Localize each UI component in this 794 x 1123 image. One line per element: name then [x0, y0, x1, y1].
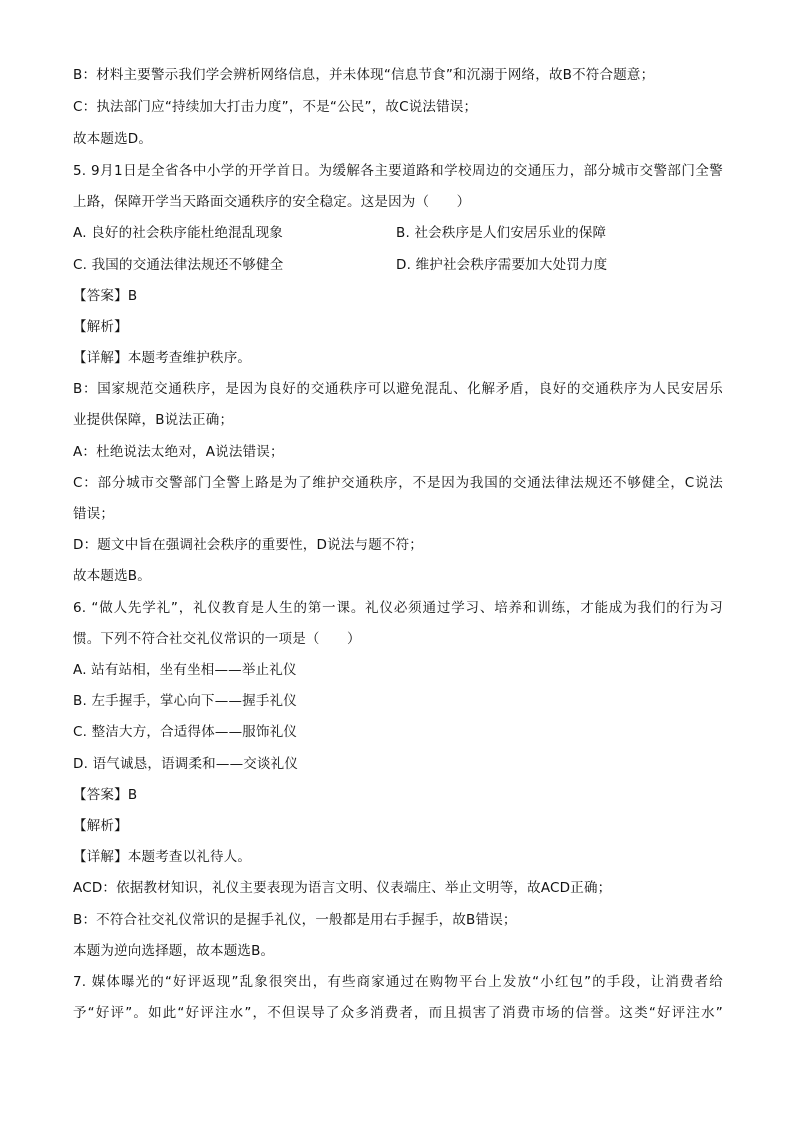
text-line: ACD：依据教材知识，礼仪主要表现为语言文明、仪表端庄、举止文明等，故ACD正确；: [73, 880, 612, 896]
analysis-label-line: [73, 318, 128, 336]
detail-label: 【 详解 】: [73, 350, 128, 366]
detail-label: 【 详解 】: [73, 849, 128, 865]
question-5-stem-cont: 上路，保障开学当天路面交通秩序的安全稳定。这是因为（ ）: [73, 194, 471, 210]
q5-option-b: B. 社会秩序是人们安居乐业的保障: [396, 225, 607, 241]
analysis-label-line: [73, 817, 128, 835]
q6-option-b: B. 左手握手，掌心向下——握手礼仪: [73, 693, 297, 709]
q5-option-c: C. 我国的交通法律法规还不够健全: [73, 257, 284, 273]
answer-label: 【 答案 】: [73, 787, 128, 803]
q5-option-d: D. 维护社会秩序需要加大处罚力度: [396, 257, 608, 273]
text-line: A：杜绝说法太绝对，A说法错误；: [73, 444, 284, 460]
q6-option-a: A. 站有站相，坐有坐相——举止礼仪: [73, 662, 297, 678]
text-line: D：题文中旨在强调社会秩序的重要性，D说法与题不符；: [73, 537, 423, 553]
q6-option-d: D. 语气诚恳，语调柔和——交谈礼仪: [73, 756, 299, 772]
text-line: 本题为逆向选择题，故本题选B。: [73, 943, 275, 959]
detail-line: [73, 349, 251, 367]
detail-text: 本题考查维护秩序。: [127, 350, 252, 366]
question-7-stem: 7. 媒体曝光的“好评返现”乱象很突出，有些商家通过在购物平台上发放“小红包”的手段，让消费者给: [73, 974, 723, 990]
text-line: 故本题选B。: [73, 568, 151, 584]
answer-value: B: [127, 288, 138, 304]
analysis-label: 【 解析 】: [73, 818, 128, 834]
text-line: B：国家规范交通秩序，是因为良好的交通秩序可以避免混乱、化解矛盾，良好的交通秩序为人民安居乐: [73, 381, 723, 397]
q5-option-a: A. 良好的社会秩序能杜绝混乱现象: [73, 225, 283, 241]
question-5-stem: 5. 9月1日是全省各中小学的开学首日。为缓解各主要道路和学校周边的交通压力，部分城市交警部门全警: [73, 163, 723, 179]
text-line: B：不符合社交礼仪常识的是握手礼仪，一般都是用右手握手，故B错误；: [73, 912, 517, 928]
answer-line: [73, 287, 137, 305]
text-line: C：部分城市交警部门全警上路是为了维护交通秩序，不是因为我国的交通法律法规还不够健全，C说法: [73, 475, 723, 491]
q6-option-c: C. 整洁大方，合适得体——服饰礼仪: [73, 724, 298, 740]
text-line: 错误；: [73, 506, 115, 522]
question-7-stem-cont: 予“好评”。如此“好评注水”，不但误导了众多消费者，而且损害了消费市场的信誉。这类“好评注水”: [73, 1005, 723, 1021]
text-line: 故本题选D。: [73, 131, 153, 147]
question-6-stem-cont: 惯。下列不符合社交礼仪常识的一项是（ ）: [73, 631, 361, 647]
text-line: 业提供保障，B说法正确；: [73, 412, 234, 428]
question-6-stem: 6. “做人先学礼”，礼仪教育是人生的第一课。礼仪必须通过学习、培养和训练，才能成为我们的行为习: [73, 600, 723, 616]
answer-value: B: [127, 787, 138, 803]
answer-label: 【 答案 】: [73, 288, 128, 304]
text-line: B：材料主要警示我们学会辨析网络信息，并未体现“信息节食”和沉溺于网络，故B不符合题意；: [73, 67, 655, 83]
detail-text: 本题考查以礼待人。: [127, 849, 252, 865]
answer-line: [73, 786, 137, 804]
detail-line: [73, 848, 251, 866]
text-line: C：执法部门应“持续加大打击力度”，不是“公民”，故C说法错误；: [73, 99, 478, 115]
analysis-label: 【 解析 】: [73, 319, 128, 335]
